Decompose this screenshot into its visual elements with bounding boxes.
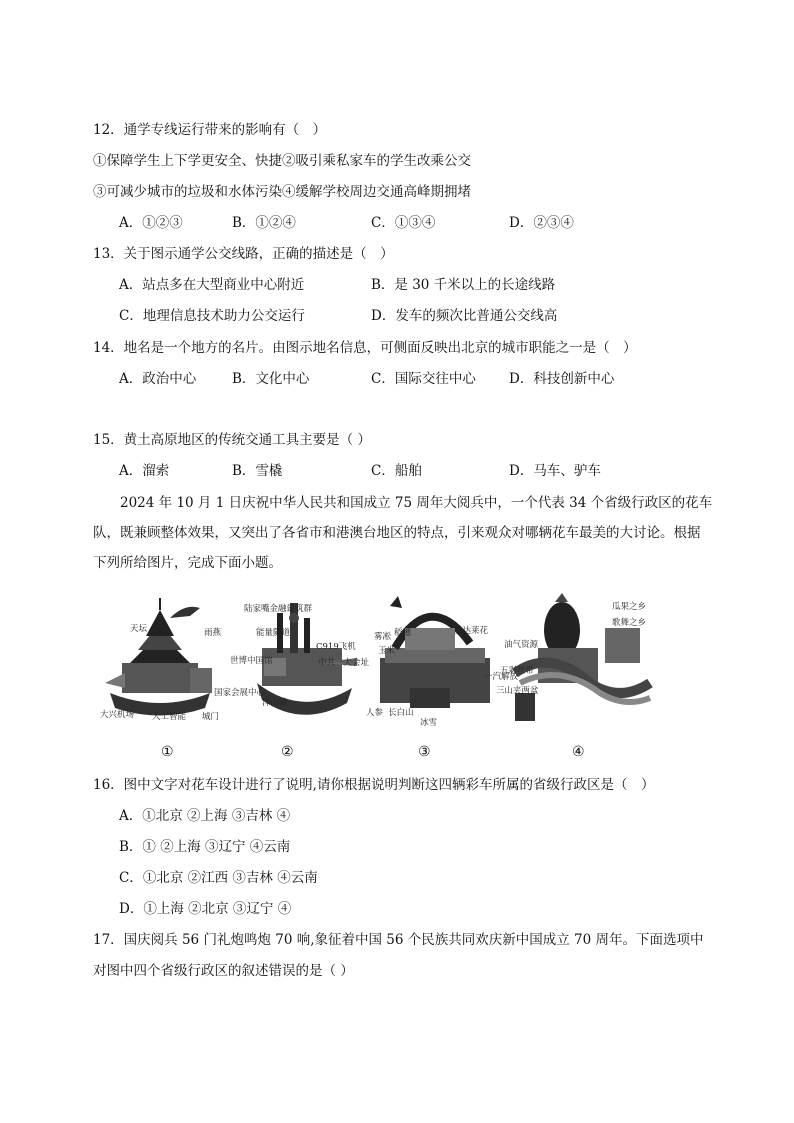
float-1-label-tiantan: 天坛 [130, 624, 148, 634]
float-2-label-cpc-site: 中共一大会址 [318, 658, 370, 668]
figure-number-2: ② [281, 744, 294, 760]
figure-number-1: ① [161, 744, 174, 760]
figure-number-3: ③ [418, 744, 431, 760]
q14-option-c: C．国际交往中心 [371, 371, 476, 387]
float-2-label-expo: 世博中国馆 [230, 656, 273, 666]
q13-stem: 13．关于图示通学公交线路，正确的描述是（ ） [93, 246, 394, 262]
float-4-label-dance: 歌舞之乡 [612, 618, 647, 628]
q12-option-a: A．①②③ [119, 215, 183, 231]
q17-stem-line-1: 17．国庆阅兵 56 门礼炮鸣炮 70 响,象征着中国 56 个民族共同欢庆新中国成立 70 周年。下面选项中 [93, 932, 704, 948]
float-1-label-gate: 城门 [202, 712, 220, 722]
figure-number-4: ④ [572, 744, 585, 760]
q13-option-a: A．站点多在大型商业中心附近 [119, 277, 305, 293]
float-1-label-swift: 雨燕 [204, 628, 222, 638]
q15-option-c: C．船舶 [371, 463, 422, 479]
q16-option-c: C．①北京 ②江西 ③吉林 ④云南 [119, 870, 318, 886]
float-2-label-port: 洋山港 [262, 698, 288, 708]
float-3-label-corn: 玉米 [378, 646, 396, 656]
q14-stem: 14．地名是一个地方的名片。由图示地名信息，可侧面反映出北京的城市职能之一是（ ） [93, 340, 637, 356]
q16-option-b: B．① ②上海 ③辽宁 ④云南 [119, 839, 291, 855]
float-4-label-ribbon: 五彩丝带 [500, 666, 535, 676]
q12-stem: 12．通学专线运行带来的影响有（ ） [93, 122, 327, 138]
float-2-label-expo-center: 国家会展中心 [214, 688, 266, 698]
float-3-label-snow: 冰雪 [420, 718, 438, 728]
float-1-image [100, 588, 220, 723]
float-4-label-basins: 三山夹两盆 [496, 686, 539, 696]
float-3-label-changbai: 长白山 [388, 708, 414, 718]
float-2-label-tunnel: 能量隧道 [256, 628, 291, 638]
q13-option-d: D．发车的频次比普通公交线高 [371, 308, 558, 324]
float-1-illustration [100, 588, 220, 723]
q15-stem: 15．黄土高原地区的传统交通工具主要是（ ） [93, 432, 371, 448]
float-1-label-airport: 大兴机场 [100, 710, 135, 720]
q15-option-b: B．雪橇 [232, 463, 283, 479]
q13-option-c: C．地理信息技术助力公交运行 [119, 308, 305, 324]
q14-option-d: D．科技创新中心 [509, 371, 615, 387]
passage-text: 2024 年 10 月 1 日庆祝中华人民共和国成立 75 周年大阅兵中，一个代表 34 个省级行政区的花车队，既兼顾整体效果，又突出了各省市和港澳台地区的特点，引来观众对哪辆花车最美的大讨论。根据下列所给图片，完成下面小题。 [93, 495, 713, 571]
float-4-label-oil: 油气资源 [504, 640, 539, 650]
q15-option-a: A．溜索 [119, 463, 170, 479]
q15-option-d: D．马车、驴车 [509, 463, 601, 479]
q14-option-b: B．文化中心 [232, 371, 310, 387]
q14-option-a: A．政治中心 [119, 371, 197, 387]
q17-stem-line-2: 对图中四个省级行政区的叙述错误的是（ ） [93, 963, 354, 979]
float-2-label-lujiazui: 陆家嘴金融建筑群 [244, 604, 313, 614]
float-2-label-c919: C919飞机 [316, 642, 356, 652]
q12-statement-1: ①保障学生上下学更安全、快捷②吸引乘私家车的学生改乘公交 [93, 153, 471, 169]
q12-option-c: C．①③④ [371, 215, 436, 231]
q16-option-a: A．①北京 ②上海 ③吉林 ④ [119, 808, 291, 824]
float-1-label-ai: 人工智能 [152, 712, 187, 722]
float-figure [100, 588, 660, 733]
float-3-label-ginseng: 人参 [366, 708, 384, 718]
q12-statement-2: ③可减少城市的垃圾和水体污染④缓解学校周边交通高峰期拥堵 [93, 184, 471, 200]
float-3-label-azalea: 金达莱花 [454, 626, 489, 636]
float-3-label-rime: 雾凇 [374, 632, 392, 642]
float-3-label-rice: 稻穗 [394, 628, 412, 638]
float-4-label-fruit: 瓜果之乡 [612, 602, 647, 612]
q12-option-b: B．①②④ [232, 215, 296, 231]
q12-option-d: D．②③④ [509, 215, 574, 231]
float-3-label-faw: 一汽解放 [484, 672, 519, 682]
q16-stem: 16．图中文字对花车设计进行了说明,请你根据说明判断这四辆彩车所属的省级行政区是（ ） [93, 777, 655, 793]
q13-option-b: B．是 30 千米以上的长途线路 [371, 277, 556, 293]
q16-option-d: D．①上海 ②北京 ③辽宁 ④ [119, 901, 292, 917]
float-2-image [214, 588, 372, 723]
